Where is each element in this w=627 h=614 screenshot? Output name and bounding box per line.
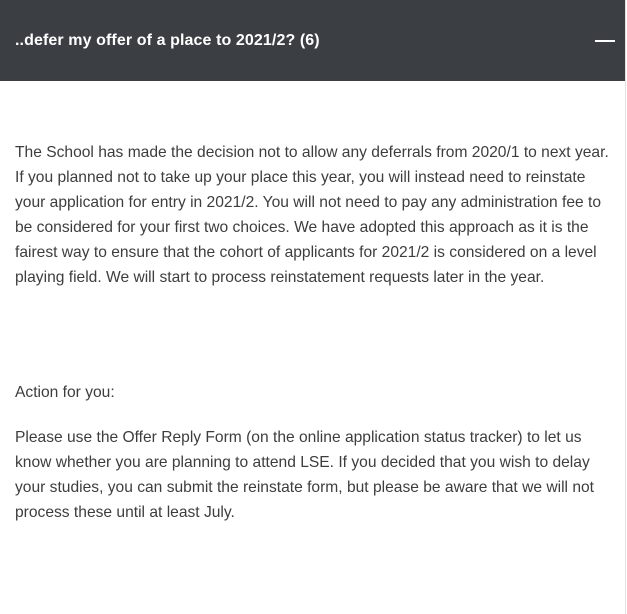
accordion-title[interactable]: ..defer my offer of a place to 2021/2? (6): [15, 32, 320, 49]
action-instructions-paragraph: Please use the Offer Reply Form (on the online application status tracker) to let us know whether you are planning to attend LSE. If you decided that you wish to delay your studies, you can submit the reinstate form, but please be aware that we will not process these until at least July.: [15, 429, 595, 521]
deferral-policy-paragraph: The School has made the decision not to allow any deferrals from 2020/1 to next year. If you planned not to take up your place this year, you will instead need to reinstate your application for entry in 2021/2. You will not need to pay any administration fee to be considered for your first two choices. We have adopted this approach as it is the fairest way to ensure that the cohort of applicants for 2021/2 is considered on a level playing field. We will start to process reinstatement requests later in the year.: [15, 144, 609, 286]
accordion-header[interactable]: [0, 0, 625, 81]
action-heading: Action for you:: [15, 384, 115, 401]
minus-icon[interactable]: [595, 40, 615, 42]
